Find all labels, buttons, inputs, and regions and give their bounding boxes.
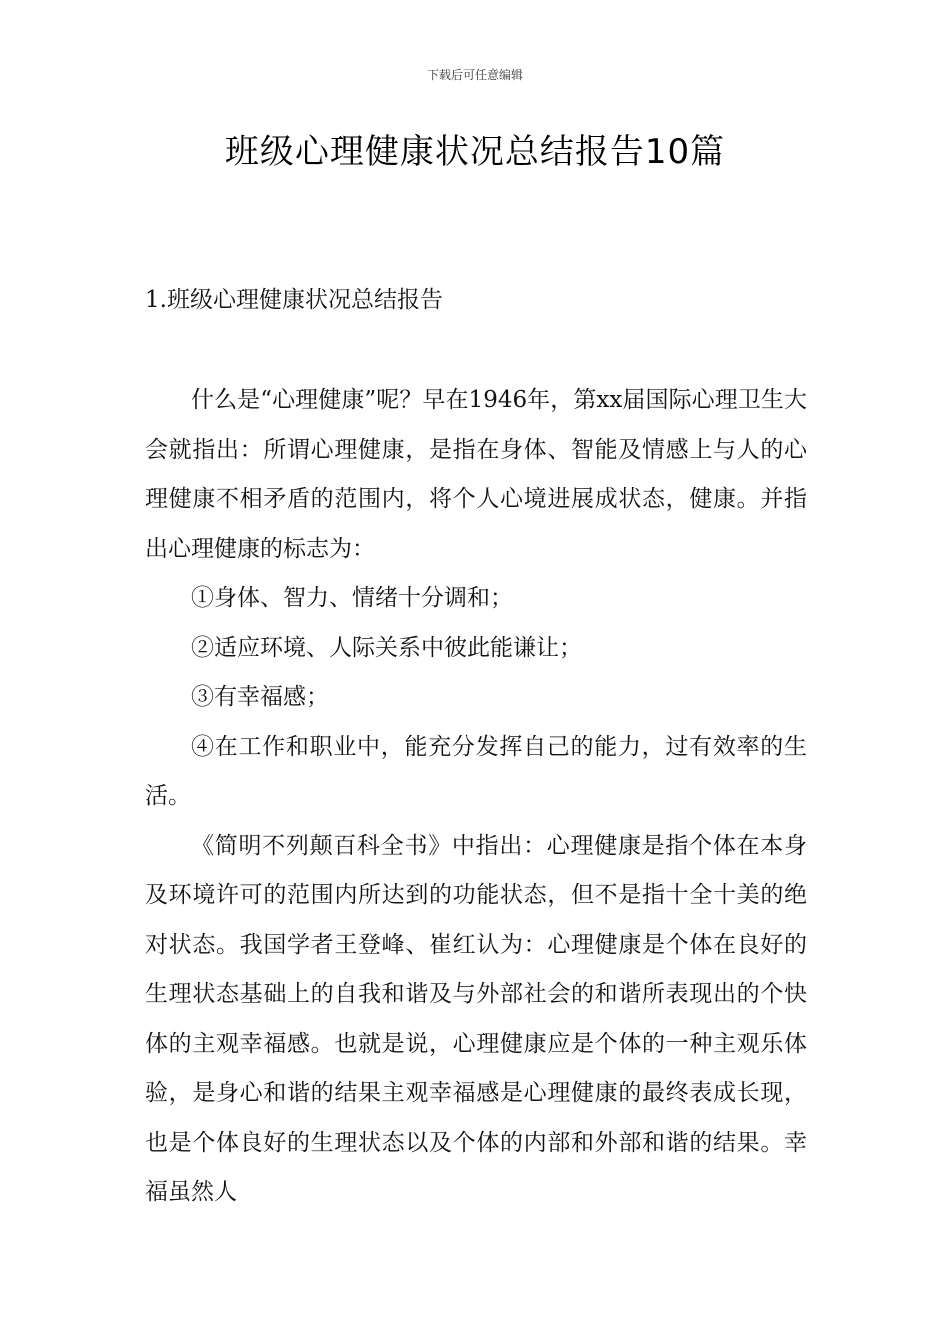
document-body [145,376,807,1218]
list-item-criterion-3: ③有幸福感； [191,684,329,710]
list-item-criterion-2: ②适应环境、人际关系中彼此能谦让； [191,634,582,661]
document-title: 班级心理健康状况总结报告10篇 [224,132,726,172]
header-note: 下载后可任意编辑 [426,68,523,82]
paragraph-encyclopedia: 《简明不列颠百科全书》中指出：心理健康是指个体在本身及环境许可的范围内所达到的功能状态，但不是指十全十美的绝对状态。我国学者王登峰、崔红认为：心理健康是个体在良好的生理状态基础上的自我和谐及与外部社会的和谐所表现出的个快体的主观幸福感。也就是说，心理健康应是个体的一种主观乐体验，是身心和谐的结果主观幸福感是心理健康的最终表成长现，也是个体良好的生理状态以及个体的内部和外部和谐的结果。幸福虽然人 [145,832,807,1205]
paragraph-definition: 什么是“心理健康”呢？早在1946年，第xx届国际心理卫生大会就指出：所谓心理健康，是指在身体、智能及情感上与人的心理健康不相矛盾的范围内，将个人心境进展成状态，健康。并指出心理健康的标志为： [145,387,807,562]
list-item-criterion-4: ④在工作和职业中，能充分发挥自己的能力，过有效率的生活。 [145,733,807,809]
list-item-criterion-1: ①身体、智力、情绪十分调和； [191,585,513,611]
section-heading: 1.班级心理健康状况总结报告 [145,287,443,313]
